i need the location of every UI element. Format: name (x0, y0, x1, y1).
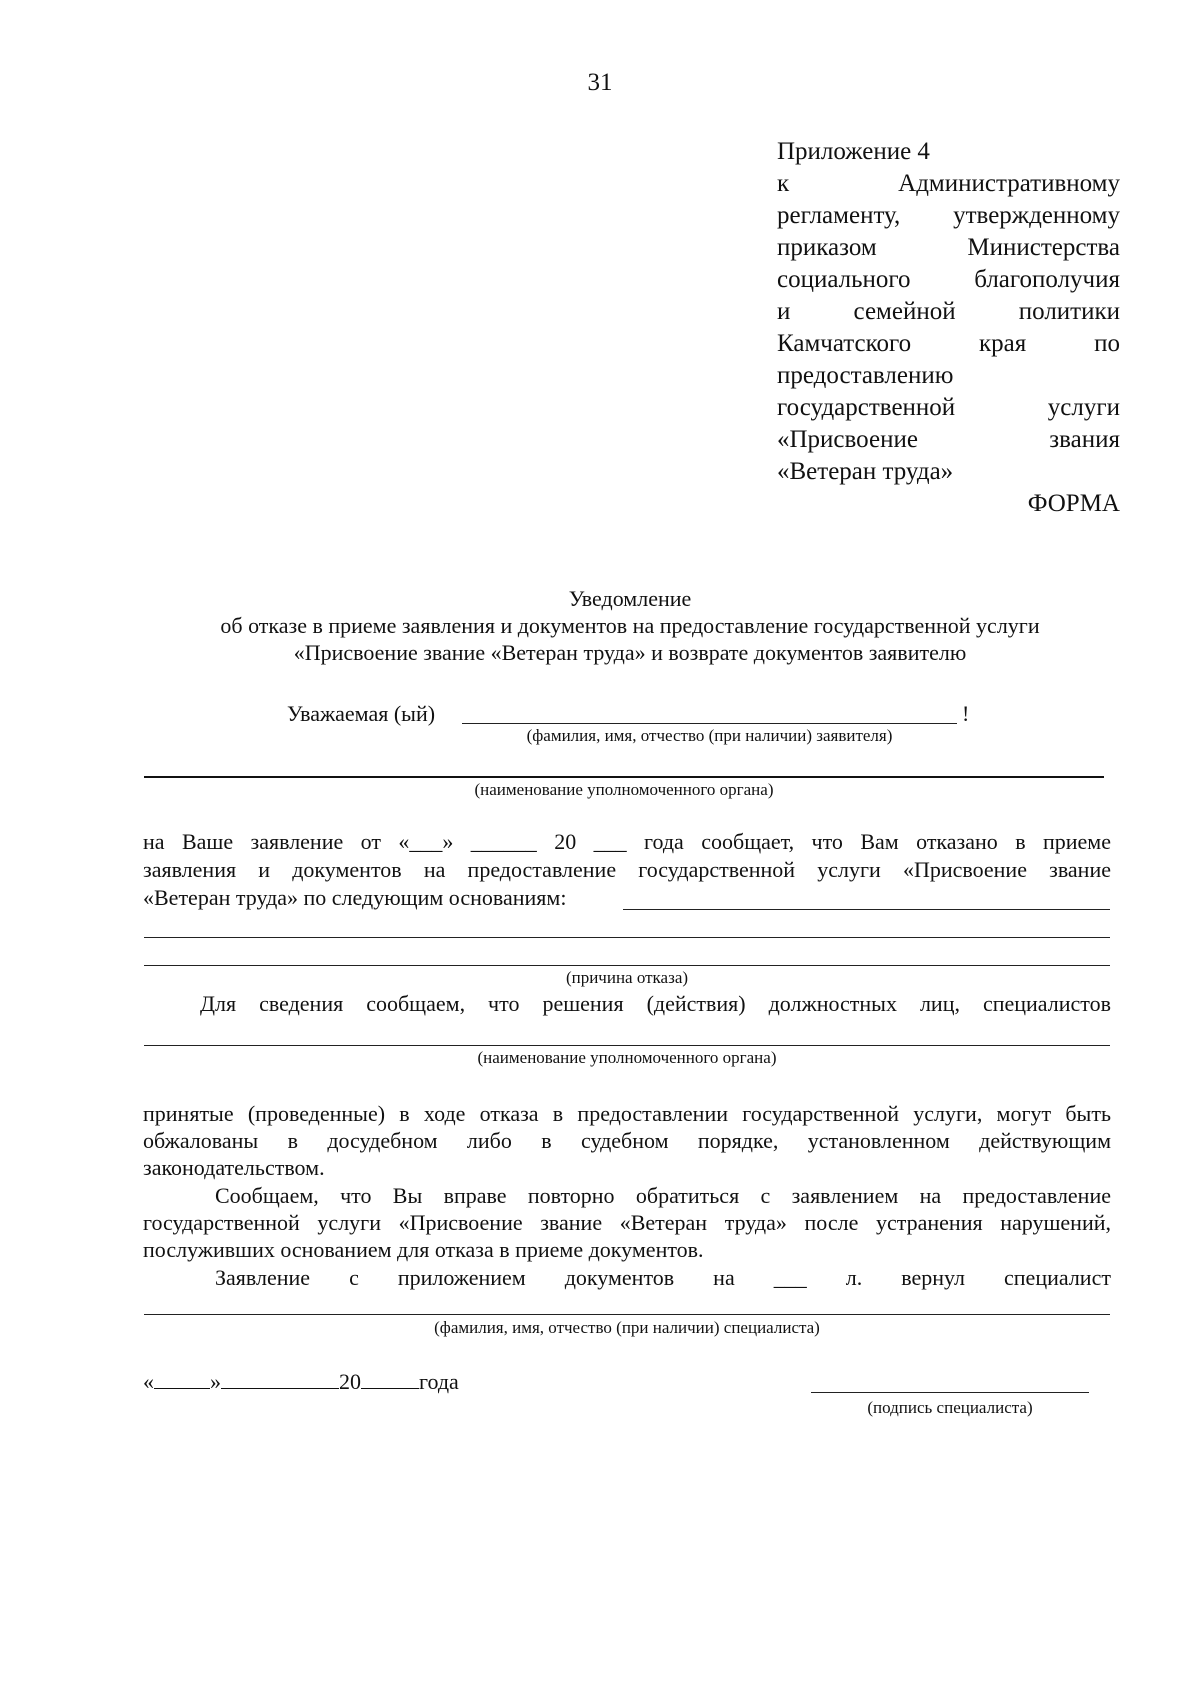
statement-word: 20 (554, 829, 577, 854)
appendix-word: Министерства (967, 234, 1120, 261)
sheet-count-blank[interactable]: ___ (773, 1265, 807, 1290)
returned-word: вернул (901, 1265, 966, 1290)
organ-caption-2: (наименование уполномоченного органа) (477, 1048, 777, 1067)
appendix-word: приказом (777, 234, 877, 261)
statement-word: на (143, 829, 165, 854)
page-number: 31 (587, 69, 613, 96)
form-label: ФОРМА (1027, 490, 1120, 517)
appendix-word: семейной (853, 298, 956, 325)
returned-word: приложением (397, 1265, 526, 1290)
title-line-3: «Присвоение звание «Ветеран труда» и возврате документов заявителю (293, 640, 967, 665)
statement-word: Вам (860, 829, 899, 854)
appendix-word: регламенту, (777, 202, 901, 229)
greeting-exclamation: ! (962, 701, 970, 726)
statement-word: от (360, 829, 381, 854)
date-field (143, 1368, 459, 1395)
date-month-blank[interactable] (221, 1368, 339, 1389)
appendix-word: по (1094, 330, 1120, 357)
date-year-blank[interactable] (361, 1368, 419, 1389)
statement-word: Ваше (181, 829, 234, 854)
specialist-name-line[interactable] (144, 1314, 1110, 1315)
returned-line (215, 1264, 1111, 1291)
appendix-word: звания (1049, 426, 1120, 453)
appendix-word: социального (777, 266, 911, 293)
statement-day-blank[interactable]: «___» (398, 829, 454, 854)
statement-word: отказано (916, 829, 998, 854)
returned-word: документов (564, 1265, 675, 1290)
repeat-line-2: государственной услуги «Присвоение звание «Ветеран труда» после устранения нарушений, (143, 1210, 1111, 1235)
statement-line-3: «Ветеран труда» по следующим основаниям: (143, 885, 567, 910)
date-open-quote: « (143, 1369, 154, 1394)
signature-line[interactable] (811, 1392, 1089, 1393)
date-day-blank[interactable] (154, 1368, 210, 1389)
repeat-line-3: послуживших основанием для отказа в приеме документов. (143, 1237, 704, 1262)
specialist-name-caption: (фамилия, имя, отчество (при наличии) специалиста) (434, 1318, 820, 1337)
appendix-line-6 (777, 296, 1120, 328)
reason-line-1[interactable] (623, 909, 1110, 910)
appendix-word: государственной (777, 394, 956, 421)
statement-word: заявление (250, 829, 344, 854)
reason-line-3[interactable] (144, 965, 1110, 966)
statement-month-blank[interactable]: ______ (470, 829, 537, 854)
appendix-word: к (777, 170, 790, 197)
appendix-line-9 (777, 392, 1120, 424)
appendix-line-1: Приложение 4 (777, 138, 930, 165)
info-line: Для сведения сообщаем, что решения (действия) должностных лиц, специалистов (200, 991, 1111, 1016)
appendix-word: Камчатского (777, 330, 912, 357)
appendix-word: края (978, 330, 1027, 357)
returned-word: с (349, 1265, 359, 1290)
appendix-word: услуги (1047, 394, 1120, 421)
date-year-prefix: 20 (339, 1369, 361, 1394)
appendix-line-5 (777, 264, 1120, 296)
applicant-name-line[interactable] (462, 723, 957, 724)
signature-caption: (подпись специалиста) (867, 1398, 1033, 1417)
appendix-word: Административному (898, 170, 1120, 197)
appendix-word: политики (1018, 298, 1120, 325)
appendix-line-2 (777, 168, 1120, 200)
reason-caption: (причина отказа) (565, 968, 689, 987)
statement-word: что (811, 829, 843, 854)
appendix-line-4 (777, 232, 1120, 264)
statement-word: года (644, 829, 684, 854)
date-close-quote: » (210, 1369, 221, 1394)
greeting-text: Уважаемая (ый) (287, 701, 436, 726)
appendix-line-11: «Ветеран труда» (777, 458, 954, 485)
appendix-line-10 (777, 424, 1120, 456)
statement-line-2: заявления и документов на предоставление государственной услуги «Присвоение звание (143, 857, 1111, 882)
appendix-word: благополучия (974, 266, 1120, 293)
statement-word: приеме (1043, 829, 1111, 854)
statement-word: сообщает, (701, 829, 795, 854)
title-line-1: Уведомление (568, 586, 692, 611)
appeal-line-1: принятые (проведенные) в ходе отказа в предоставлении государственной услуги, могут быть (143, 1101, 1111, 1126)
appendix-block (777, 136, 1120, 520)
appendix-word: утвержденному (953, 202, 1120, 229)
appendix-word: и (777, 298, 791, 325)
statement-year-blank[interactable]: ___ (593, 829, 627, 854)
title-line-2: об отказе в приеме заявления и документов на предоставление государственной услуги (220, 613, 1040, 638)
returned-word: специалист (1004, 1265, 1111, 1290)
document-title (130, 585, 1130, 666)
returned-word: л. (845, 1265, 863, 1290)
appeal-line-2: обжалованы в досудебном либо в судебном порядке, установленном действующим (143, 1128, 1111, 1153)
returned-word: Заявление (215, 1265, 311, 1290)
applicant-name-caption: (фамилия, имя, отчество (при наличии) заявителя) (526, 726, 893, 745)
reason-line-2[interactable] (144, 937, 1110, 938)
appeal-line-3: законодательством. (143, 1155, 325, 1180)
appendix-line-8: предоставлению (777, 362, 954, 389)
appendix-word: «Присвоение (777, 426, 918, 453)
statement-line-1 (143, 828, 1111, 855)
repeat-line-1: Сообщаем, что Вы вправе повторно обратиться с заявлением на предоставление (215, 1183, 1111, 1208)
statement-word: в (1015, 829, 1026, 854)
appendix-line-3 (777, 200, 1120, 232)
date-suffix: года (419, 1369, 459, 1394)
returned-word: на (713, 1265, 735, 1290)
organ-name-line-1[interactable] (144, 776, 1104, 778)
appendix-line-7 (777, 328, 1120, 360)
organ-name-line-2[interactable] (144, 1045, 1110, 1046)
organ-caption-1: (наименование уполномоченного органа) (474, 780, 774, 799)
